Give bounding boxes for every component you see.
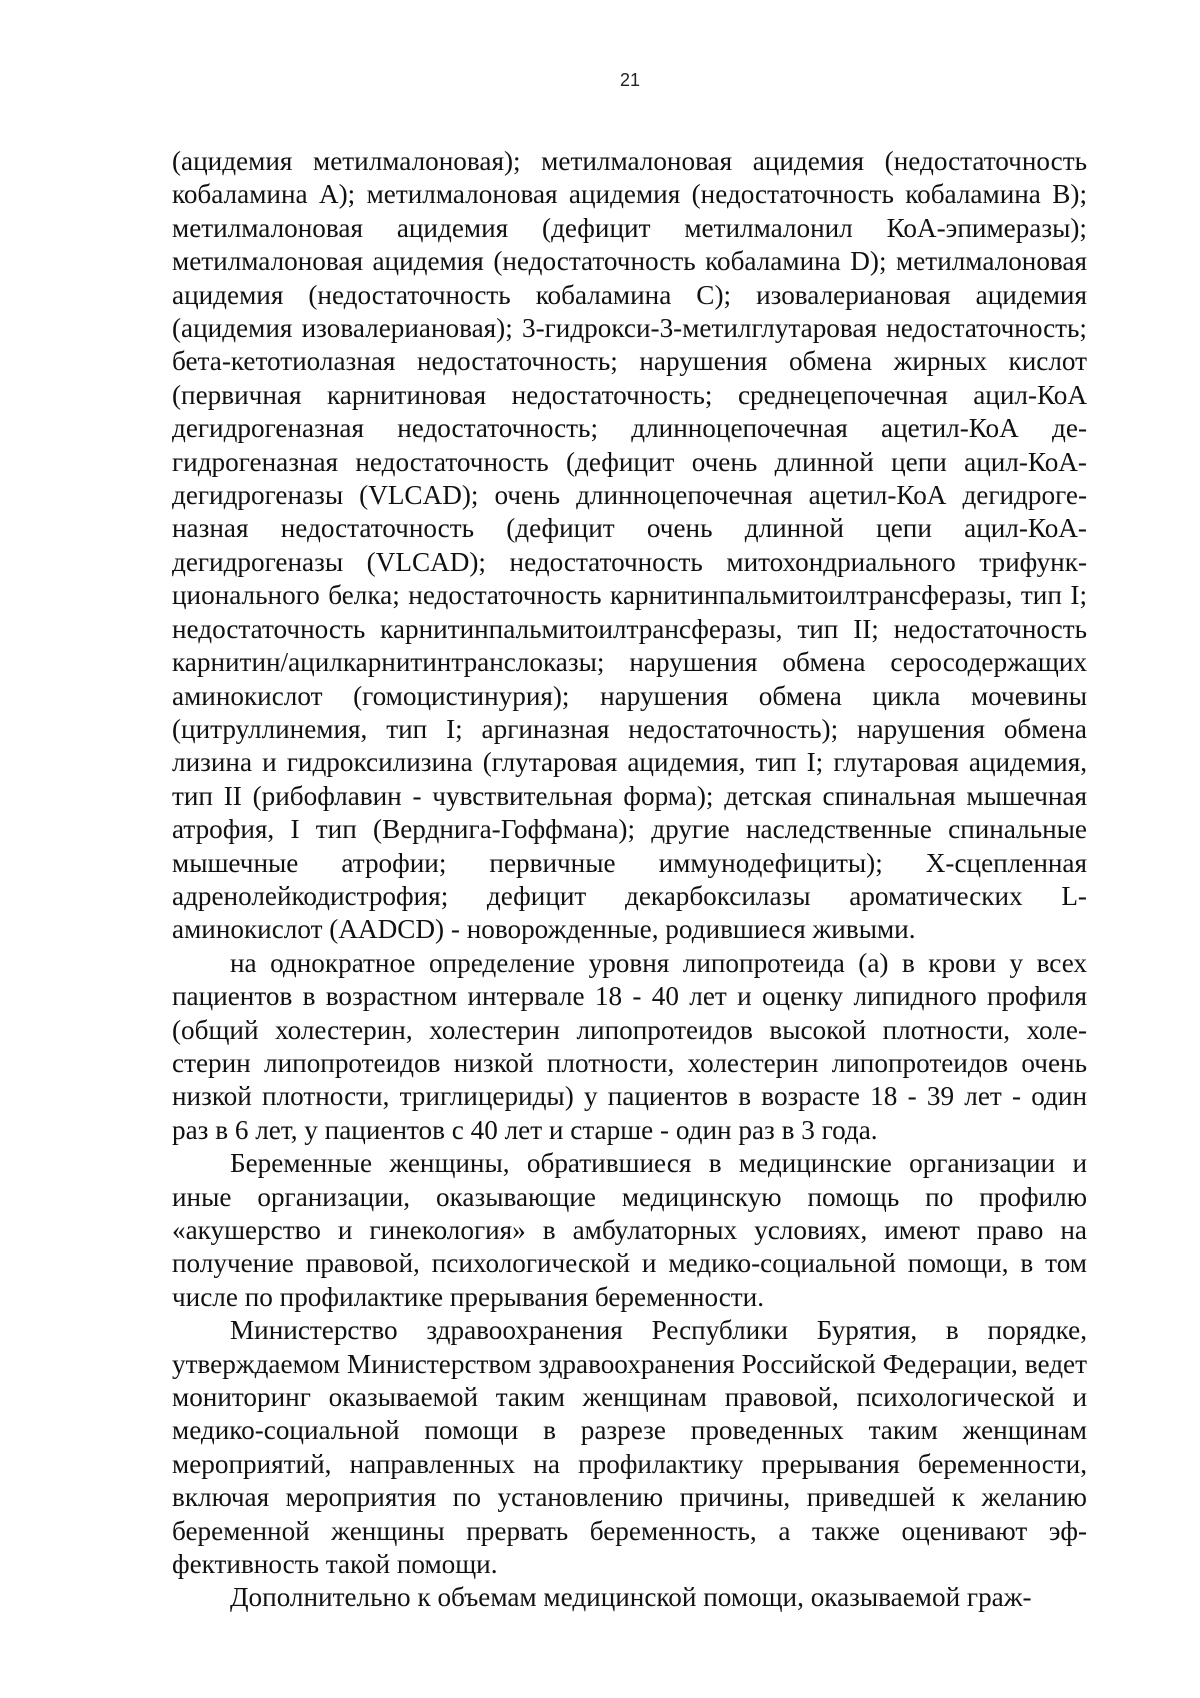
page-number: 21	[619, 70, 641, 90]
document-body	[172, 145, 1087, 1615]
paragraph-pregnant-women-rights: Беременные женщины, обратившиеся в медицинские организации и иные организации, оказывающие медицинскую помощь по профилю «акушерство и гинекология» в амбулаторных условиях, имеют право на получение правовой, психологической и медико-социальной помощи, в том числе по профилактике прерывания беременности.	[172, 1148, 1087, 1312]
paragraph-continued-disease-list: (ацидемия метилмалоновая); метилмалоновая ацидемия (недостаточность кобаламина А); метилмалоновая ацидемия (недостаточность кобаламина В); метилмалоновая ацидемия (дефицит метилмалонил КоА-эпимеразы); метилмалоновая ацидемия (недостаточность кобаламина D); метилмалоновая ацидемия (недостаточность кобаламина С); изовалериановая ацидемия (ацидемия изовалериановая); 3-гидрокси-3-метилглутаровая недостаточность; бета-кетотиолазная недостаточность; нарушения обмена жирных кислот (первичная карнитиновая недостаточность; среднецепочечная ацил-КоА дегидрогеназная недостаточность; длинноцепочечная ацетил-КоА дегидрогеназная недостаточность (дефицит очень длинной цепи ацил-КоА-дегидрогеназы (VLCAD); очень длинноцепочечная ацетил-КоА дегидрогеназная недостаточность (дефицит очень длинной цепи ацил-КоА-дегидрогеназы (VLCAD); недостаточность митохондриального трифункционального белка; недостаточность карнитинпальмитоилтрансферазы, тип I; недостаточность карнитинпальмитоилтрансферазы, тип II; недостаточность карнитин/ацилкарнитинтранслоказы; нарушения обмена серосодержащих аминокислот (гомоцистинурия); нарушения обмена цикла мочевины (цитруллинемия, тип I; аргиназная недостаточность); нарушения обмена лизина и гидроксилизина (глутаровая ацидемия, тип I; глутаровая ацидемия, тип II (рибофлавин - чувствительная форма); детская спинальная мышечная атрофия, I тип (Верднига-Гоффмана); другие наследственные спинальные мышечные атрофии; первичные иммунодефициты); X-сцепленная адренолейкодистрофия; дефицит декарбоксилазы ароматических L-аминокислот (AADCD) - новорожденные, родившиеся живыми.	[172, 146, 1087, 945]
paragraph-additional-volumes: Дополнительно к объемам медицинской помощи, оказываемой граж-	[230, 1582, 1032, 1613]
paragraph-ministry-monitoring: Министерство здравоохранения Республики Бурятия, в порядке, утверждаемом Министерством здравоохранения Российской Федерации, ведет мониторинг оказываемой таким женщинам правовой, психологической и медико-социальной помощи в разрезе проведенных таким женщинам мероприятий, направленных на профилактику прерывания беременности, включая мероприятия по установлению причины, приведшей к желанию беременной женщины прервать беременность, а также оценивают эффективность такой помощи.	[172, 1315, 1087, 1580]
paragraph-lipoprotein-screening: на однократное определение уровня липопротеида (а) в крови у всех пациентов в возрастном интервале 18 - 40 лет и оценку липидного профиля (общий холестерин, холестерин липопротеидов высокой плотности, холестерин липопротеидов низкой плотности, холестерин липопротеидов очень низкой плотности, триглицериды) у пациентов в возрасте 18 - 39 лет - один раз в 6 лет, у пациентов с 40 лет и старше - один раз в 3 года.	[172, 947, 1087, 1145]
